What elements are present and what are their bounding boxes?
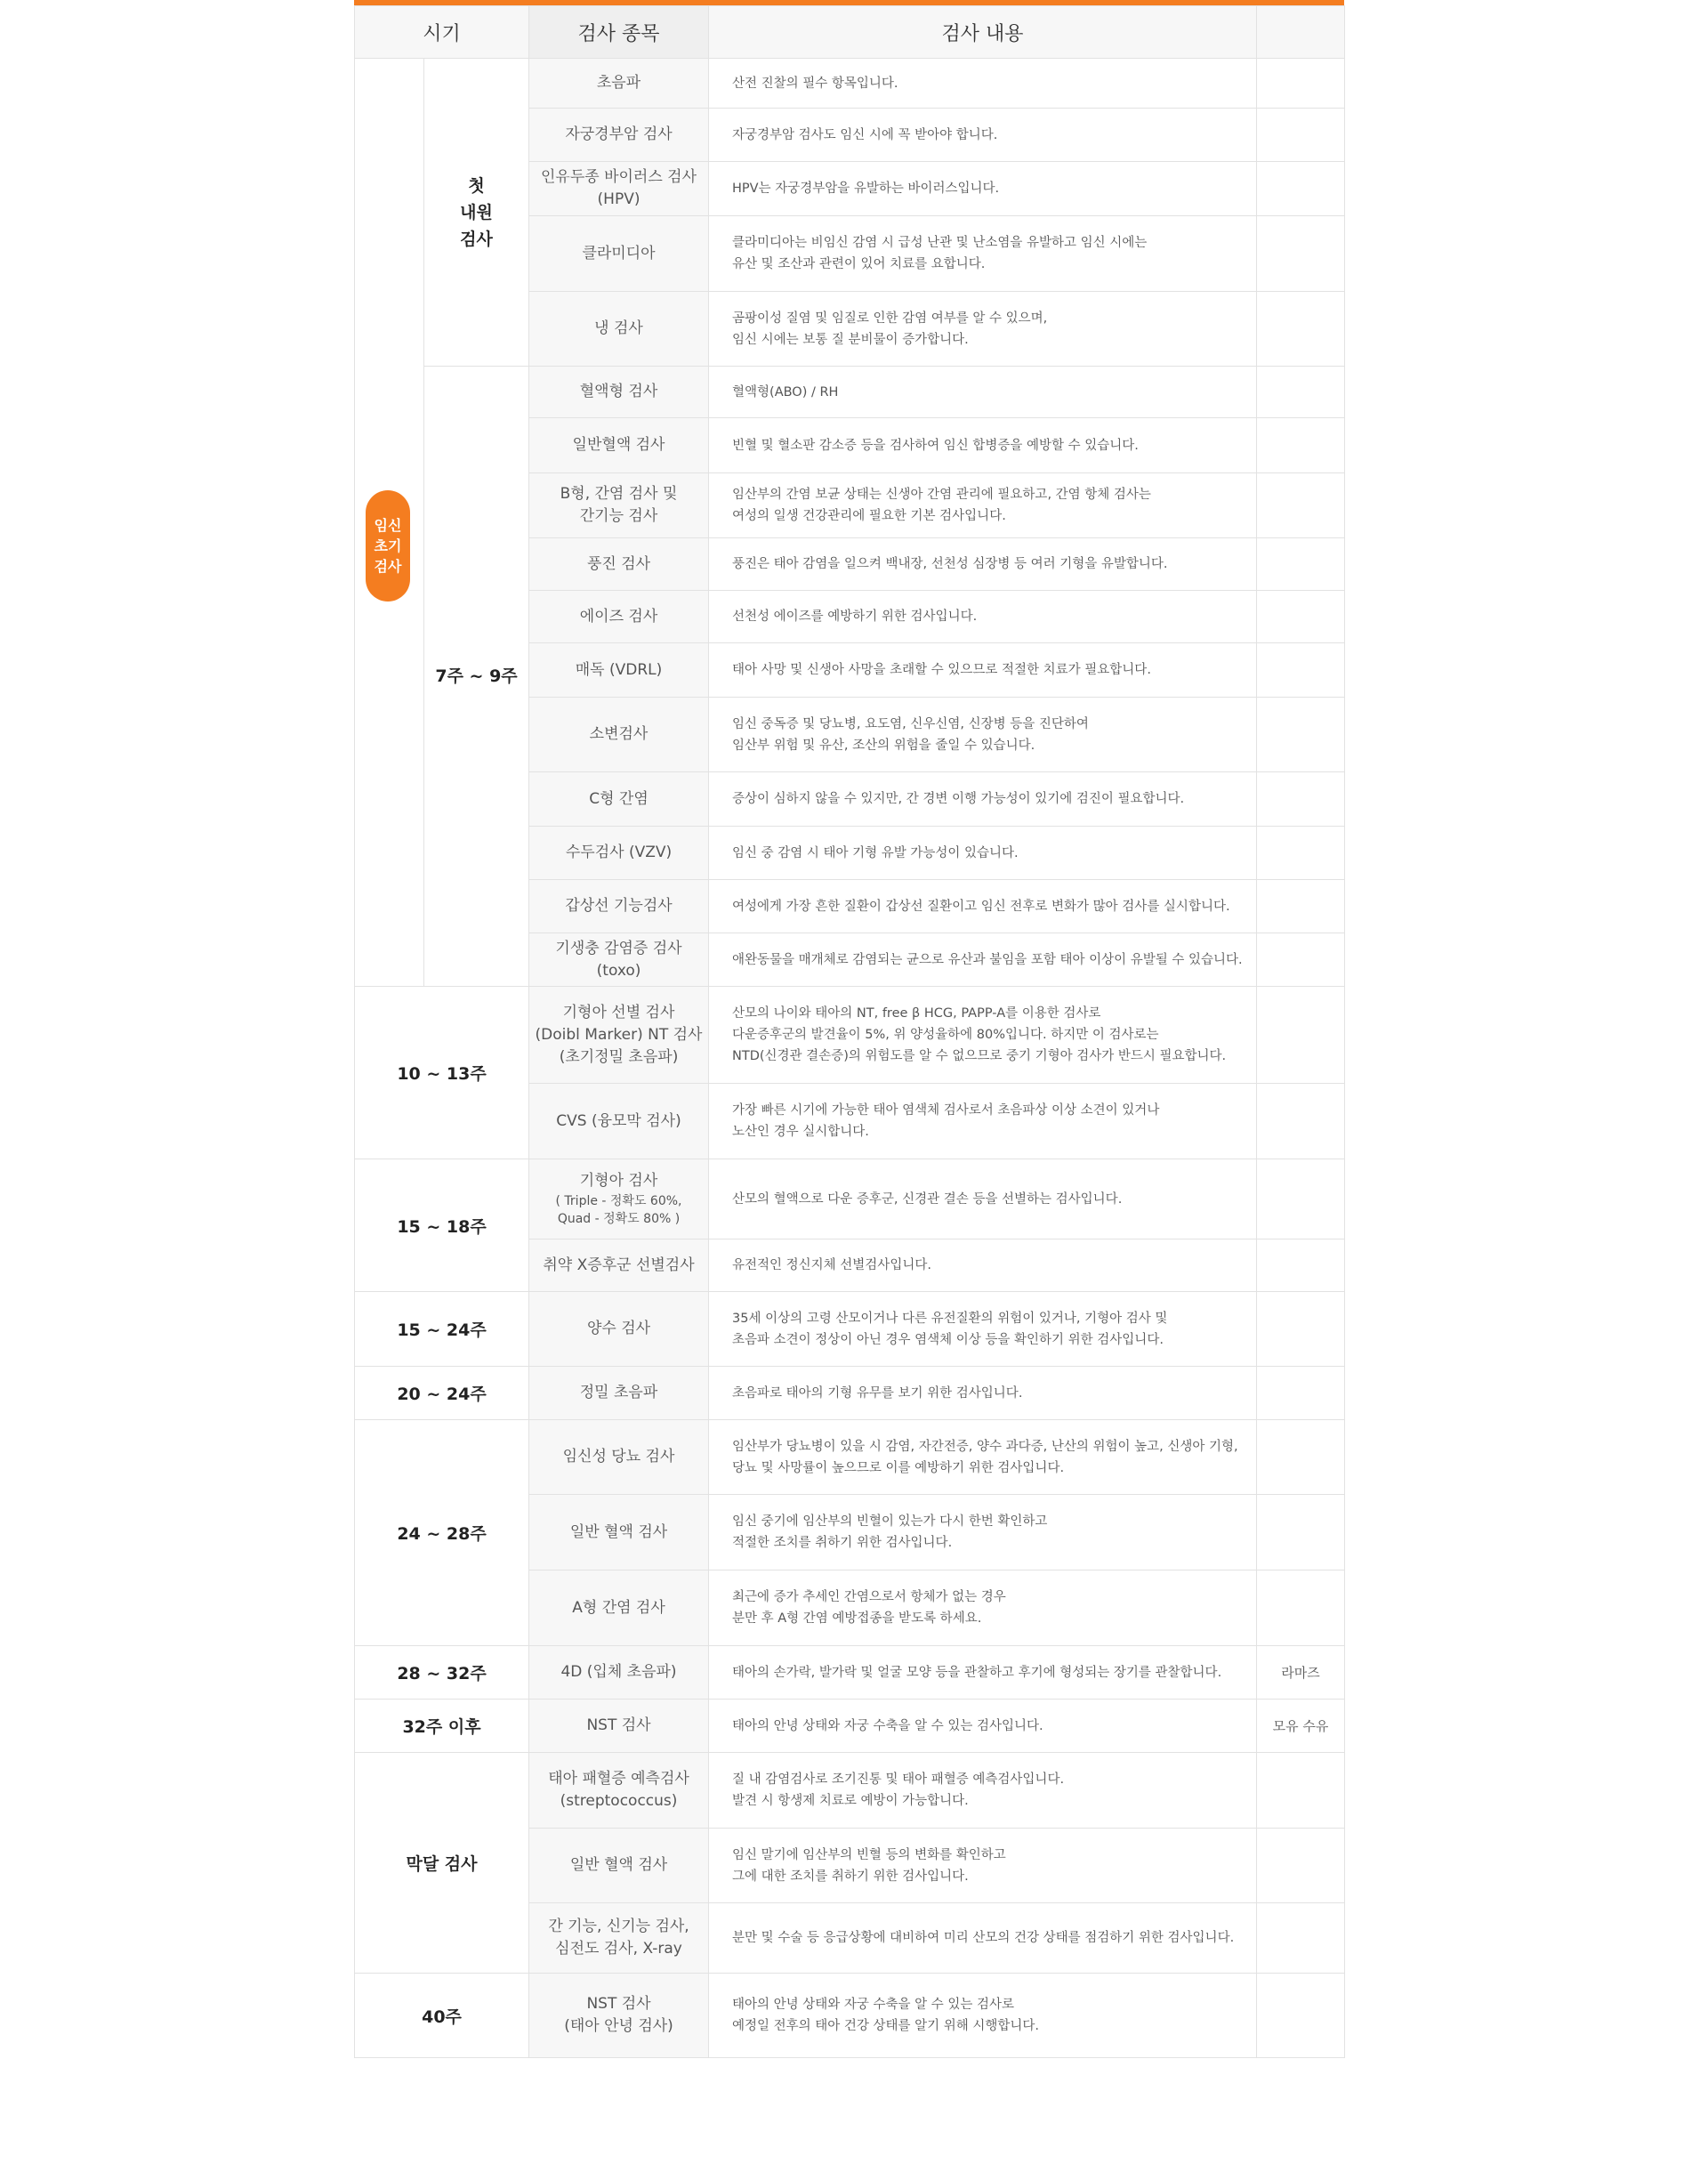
exam-note — [1257, 1974, 1345, 2058]
description-line: 유산 및 조산과 관련이 있어 치료를 요합니다. — [732, 257, 986, 271]
exam-description — [709, 473, 1257, 538]
description-line: 임산부의 간염 보균 상태는 신생아 간염 관리에 필요하고, 간염 항체 검사는 — [732, 488, 1151, 502]
exam-note — [1257, 1367, 1345, 1420]
exam-note — [1257, 216, 1345, 292]
description-line: 산모의 나이와 태아의 NT, free β HCG, PAPP-A를 이용한 검사로 — [732, 1006, 1101, 1021]
exam-item-line: (Doibl Marker) NT 검사 — [535, 1025, 703, 1044]
description-line: 임산부 위험 및 유산, 조산의 위험을 줄일 수 있습니다. — [732, 738, 1035, 753]
exam-description — [709, 1646, 1257, 1700]
table-row — [355, 1159, 1345, 1239]
exam-note — [1257, 827, 1345, 880]
exam-description — [709, 538, 1257, 591]
exam-item-line: 수두검사 (VZV) — [565, 844, 673, 861]
description-line: 혈액형(ABO) / RH — [732, 384, 839, 400]
exam-item — [529, 1903, 709, 1974]
exam-item-line: CVS (융모막 검사) — [556, 1111, 681, 1130]
exam-note — [1257, 59, 1345, 109]
exam-item-line: (초기정밀 초음파) — [559, 1047, 679, 1066]
exam-note: 모유 수유 — [1257, 1700, 1345, 1753]
exam-item — [529, 59, 709, 109]
exam-note — [1257, 698, 1345, 772]
description-line: 그에 대한 조치를 취하기 위한 검사입니다. — [732, 1869, 969, 1884]
period-label: 20 ~ 24주 — [355, 1367, 529, 1420]
exam-note — [1257, 473, 1345, 538]
exam-note — [1257, 1292, 1345, 1367]
exam-description — [709, 1495, 1257, 1570]
table-row — [355, 1292, 1345, 1367]
exam-description — [709, 987, 1257, 1084]
exam-item — [529, 367, 709, 418]
exam-description — [709, 162, 1257, 216]
table-row — [355, 1646, 1345, 1700]
exam-item — [529, 933, 709, 987]
exam-description — [709, 1420, 1257, 1495]
description-line: 여성의 일생 건강관리에 필요한 기본 검사입니다. — [732, 509, 1006, 523]
description-line: 증상이 심하지 않을 수 있지만, 간 경변 이행 가능성이 있기에 검진이 필요합니다. — [732, 792, 1185, 806]
exam-item-line: 에이즈 검사 — [579, 607, 658, 626]
description-line: 임산부가 당뇨병이 있을 시 감염, 자간전증, 양수 과다증, 난산의 위험이 높고, 신생아 기형, — [732, 1439, 1238, 1454]
exam-description — [709, 367, 1257, 418]
description-line: 적절한 조치를 취하기 위한 검사입니다. — [732, 1536, 953, 1550]
exam-item — [529, 1495, 709, 1570]
weeks-7-9-label: 7주 ~ 9주 — [424, 367, 529, 987]
exam-item — [529, 987, 709, 1084]
exam-item — [529, 1420, 709, 1495]
period-label: 15 ~ 24주 — [355, 1292, 529, 1367]
exam-item — [529, 698, 709, 772]
table-row — [355, 59, 1345, 109]
exam-description — [709, 1239, 1257, 1292]
exam-item — [529, 772, 709, 827]
exam-description — [709, 591, 1257, 643]
description-line: 태아 사망 및 신생아 사망을 초래할 수 있으므로 적절한 치료가 필요합니다. — [732, 663, 1151, 677]
exam-note — [1257, 1159, 1345, 1239]
period-label: 15 ~ 18주 — [355, 1159, 529, 1292]
exam-item — [529, 1570, 709, 1646]
exam-item-line: 기생충 감염증 검사 — [555, 939, 682, 957]
description-line: 클라미디아는 비임신 감염 시 급성 난관 및 난소염을 유발하고 임신 시에는 — [732, 236, 1148, 250]
exam-description — [709, 216, 1257, 292]
table-row — [355, 367, 1345, 418]
exam-description — [709, 1974, 1257, 2058]
description-line: 초음파 소견이 정상이 아닌 경우 염색체 이상 등을 확인하기 위한 검사입니다. — [732, 1332, 1164, 1347]
exam-note — [1257, 418, 1345, 473]
badge-line: 검사 — [374, 558, 402, 575]
exam-description — [709, 59, 1257, 109]
table-row — [355, 1753, 1345, 1829]
exam-description — [709, 1159, 1257, 1239]
description-line: 산전 진찰의 필수 항목입니다. — [732, 76, 898, 91]
exam-item-line: 4D (입체 초음파) — [560, 1663, 677, 1681]
exam-description — [709, 643, 1257, 698]
exam-item-line: A형 간염 검사 — [572, 1598, 665, 1617]
description-line: 다운증후군의 발견율이 5%, 위 양성율하에 80%입니다. 하지만 이 검사로는 — [732, 1028, 1159, 1042]
exam-note — [1257, 880, 1345, 933]
exam-item-line: 인유두종 바이러스 검사 — [541, 168, 697, 186]
exam-note — [1257, 1753, 1345, 1829]
period-label: 24 ~ 28주 — [355, 1420, 529, 1646]
description-line: 가장 빠른 시기에 가능한 태아 염색체 검사로서 초음파상 이상 소견이 있거나 — [732, 1103, 1160, 1118]
exam-item — [529, 1700, 709, 1753]
exam-description — [709, 880, 1257, 933]
exam-note — [1257, 1084, 1345, 1159]
table-row — [355, 1700, 1345, 1753]
exam-item-line: (toxo) — [596, 961, 641, 980]
table-row — [355, 987, 1345, 1084]
first-visit-line: 첫 — [468, 175, 485, 196]
exam-item-line: 임신성 당뇨 검사 — [562, 1448, 675, 1465]
exam-item-line: 정밀 초음파 — [579, 1384, 658, 1401]
description-line: 여성에게 가장 흔한 질환이 갑상선 질환이고 임신 전후로 변화가 많아 검사를 실시합니다. — [732, 899, 1230, 914]
period-label: 40주 — [355, 1974, 529, 2058]
exam-item-line: 혈액형 검사 — [579, 383, 658, 400]
table-header — [355, 6, 1345, 59]
exam-description — [709, 292, 1257, 367]
exam-item — [529, 162, 709, 216]
exam-item — [529, 473, 709, 538]
exam-item — [529, 643, 709, 698]
exam-item-line: 간 기능, 신기능 검사, — [548, 1918, 689, 1935]
exam-description — [709, 109, 1257, 162]
exam-note — [1257, 109, 1345, 162]
description-line: 빈혈 및 혈소판 감소증 등을 검사하여 임신 합병증을 예방할 수 있습니다. — [732, 438, 1139, 453]
exam-item — [529, 1829, 709, 1903]
badge-line: 임신 — [374, 517, 402, 534]
exam-item — [529, 591, 709, 643]
exam-description — [709, 1903, 1257, 1974]
exam-description — [709, 772, 1257, 827]
exam-item-line: 냉 검사 — [594, 319, 643, 337]
first-visit-label — [424, 59, 529, 367]
header-item: 검사 종목 — [529, 6, 709, 59]
description-line: 태아의 안녕 상태와 자궁 수축을 알 수 있는 검사입니다. — [732, 1718, 1043, 1733]
description-line: 임신 시에는 보통 질 분비물이 증가합니다. — [732, 332, 969, 347]
description-line: 질 내 감염검사로 조기진통 및 태아 패혈증 예측검사입니다. — [732, 1772, 1065, 1787]
first-visit-line: 검사 — [460, 229, 493, 249]
exam-item — [529, 1367, 709, 1420]
description-line: 분만 후 A형 간염 예방접종을 받도록 하세요. — [732, 1611, 982, 1626]
exam-description — [709, 698, 1257, 772]
exam-note — [1257, 591, 1345, 643]
exam-item-line: NST 검사 — [586, 1716, 651, 1734]
exam-item-line: 일반 혈액 검사 — [569, 1856, 668, 1874]
exam-note — [1257, 1495, 1345, 1570]
period-label: 막달 검사 — [355, 1753, 529, 1974]
exam-item-line: 태아 패혈증 예측검사 — [548, 1770, 689, 1788]
exam-item-line: 클라미디아 — [582, 244, 656, 262]
header-period: 시기 — [355, 6, 529, 59]
exam-item-line: 자궁경부암 검사 — [565, 125, 673, 143]
exam-item — [529, 1974, 709, 2058]
exam-item — [529, 1292, 709, 1367]
exam-description — [709, 933, 1257, 987]
exam-item — [529, 880, 709, 933]
description-line: 애완동물을 매개체로 감염되는 균으로 유산과 불임을 포함 태아 이상이 유발될 수 있습니다. — [732, 952, 1243, 967]
exam-item-line: NST 검사 — [586, 1995, 651, 2013]
description-line: 임신 중 감염 시 태아 기형 유발 가능성이 있습니다. — [732, 845, 1019, 860]
early-exam-badge — [366, 490, 410, 602]
exam-item-detail: ( Triple - 정확도 60%, — [555, 1194, 682, 1208]
description-line: 선천성 에이즈를 예방하기 위한 검사입니다. — [732, 610, 978, 624]
exam-item-line: 심전도 검사, X-ray — [555, 1940, 682, 1958]
description-line: 태아의 손가락, 발가락 및 얼굴 모양 등을 관찰하고 후기에 형성되는 장기를 관찰합니다. — [732, 1665, 1222, 1680]
exam-item-line: (streptococcus) — [560, 1792, 678, 1810]
exam-note — [1257, 987, 1345, 1084]
description-line: 임신 말기에 임산부의 빈혈 등의 변화를 확인하고 — [732, 1847, 1006, 1862]
early-exam-group — [355, 59, 424, 987]
exam-note — [1257, 538, 1345, 591]
period-label: 32주 이후 — [355, 1700, 529, 1753]
exam-note — [1257, 1829, 1345, 1903]
exam-description — [709, 1700, 1257, 1753]
exam-item-line: (태아 안녕 검사) — [564, 2017, 673, 2035]
description-line: 태아의 안녕 상태와 자궁 수축을 알 수 있는 검사로 — [732, 1998, 1015, 2012]
exam-item — [529, 1159, 709, 1239]
description-line: 최근에 증가 추세인 간염으로서 항체가 없는 경우 — [732, 1590, 1006, 1604]
description-line: 당뇨 및 사망률이 높으므로 이를 예방하기 위한 검사입니다. — [732, 1460, 1065, 1475]
description-line: 분만 및 수술 등 응급상황에 대비하여 미리 산모의 건강 상태를 점검하기 위한 검사입니다. — [732, 1931, 1235, 1945]
exam-item — [529, 418, 709, 473]
description-line: 임신 중독증 및 당뇨병, 요도염, 신우신염, 신장병 등을 진단하여 — [732, 716, 1089, 731]
exam-note — [1257, 162, 1345, 216]
table-row — [355, 1420, 1345, 1495]
exam-description — [709, 1753, 1257, 1829]
exam-note — [1257, 643, 1345, 698]
exam-item-line: 일반혈액 검사 — [572, 436, 665, 454]
exam-item-line: 양수 검사 — [586, 1320, 651, 1337]
exam-note — [1257, 1239, 1345, 1292]
description-line: 발견 시 항생제 치료로 예방이 가능합니다. — [732, 1794, 969, 1808]
description-line: HPV는 자궁경부암을 유발하는 바이러스입니다. — [732, 182, 1000, 196]
exam-description — [709, 1367, 1257, 1420]
exam-item — [529, 1753, 709, 1829]
description-line: 산모의 혈액으로 다운 증후군, 신경관 결손 등을 선별하는 검사입니다. — [732, 1191, 1123, 1207]
exam-item-line: 간기능 검사 — [579, 507, 658, 525]
description-line: 자궁경부암 검사도 임신 시에 꼭 받아야 합니다. — [732, 127, 998, 142]
exam-schedule — [354, 0, 1344, 2058]
exam-note — [1257, 367, 1345, 418]
exam-item-line: 기형아 선별 검사 — [562, 1003, 675, 1021]
exam-note — [1257, 933, 1345, 987]
exam-item — [529, 292, 709, 367]
exam-item-line: 일반 혈액 검사 — [569, 1522, 668, 1541]
exam-item — [529, 1084, 709, 1159]
description-line: NTD(신경관 결손증)의 위험도를 알 수 없으므로 중기 기형아 검사가 반드시 필요합니다. — [732, 1049, 1227, 1063]
exam-item — [529, 1646, 709, 1700]
description-line: 초음파로 태아의 기형 유무를 보기 위한 검사입니다. — [732, 1385, 1023, 1401]
exam-note — [1257, 292, 1345, 367]
badge-line: 초기 — [374, 537, 402, 554]
exam-item — [529, 827, 709, 880]
table-row — [355, 1974, 1345, 2058]
exam-item-line: (HPV) — [597, 190, 640, 208]
exam-description — [709, 1829, 1257, 1903]
exam-item-line: 초음파 — [596, 74, 641, 92]
exam-description — [709, 827, 1257, 880]
exam-item-line: C형 간염 — [589, 789, 649, 808]
exam-item — [529, 216, 709, 292]
description-line: 노산인 경우 실시합니다. — [732, 1125, 869, 1139]
description-line: 임신 중기에 임산부의 빈혈이 있는가 다시 한번 확인하고 — [732, 1514, 1048, 1529]
period-label: 10 ~ 13주 — [355, 987, 529, 1159]
exam-description — [709, 1570, 1257, 1646]
early-exam-badge-text — [375, 515, 402, 577]
table-row — [355, 1367, 1345, 1420]
exam-item-line: 풍진 검사 — [586, 554, 651, 573]
exam-note: 라마즈 — [1257, 1646, 1345, 1700]
description-line: 유전적인 정신지체 선별검사입니다. — [732, 1258, 931, 1272]
description-line: 풍진은 태아 감염을 일으켜 백내장, 선천성 심장병 등 여러 기형을 유발합니다. — [732, 557, 1168, 571]
exam-note — [1257, 1570, 1345, 1646]
exam-item — [529, 538, 709, 591]
exam-description — [709, 1292, 1257, 1367]
description-line: 곰팡이성 질염 및 임질로 인한 감염 여부를 알 수 있으며, — [732, 311, 1048, 326]
exam-item — [529, 1239, 709, 1292]
exam-table — [354, 5, 1345, 2058]
header-note — [1257, 6, 1345, 59]
first-visit-line: 내원 — [460, 202, 493, 222]
exam-note — [1257, 772, 1345, 827]
exam-note — [1257, 1903, 1345, 1974]
description-line: 예정일 전후의 태아 건강 상태를 알기 위해 시행합니다. — [732, 2019, 1040, 2033]
exam-item-line: B형, 간염 검사 및 — [560, 485, 678, 503]
exam-item-line: 기형아 검사 — [579, 1172, 658, 1190]
exam-item-line: 갑상선 기능검사 — [565, 897, 673, 915]
exam-note — [1257, 1420, 1345, 1495]
period-label: 28 ~ 32주 — [355, 1646, 529, 1700]
exam-item-line: 소변검사 — [589, 725, 649, 743]
exam-item-line: 취약 X증후군 선별검사 — [543, 1256, 695, 1274]
exam-item-line: 매독 (VDRL) — [575, 660, 663, 679]
header-desc: 검사 내용 — [709, 6, 1257, 59]
description-line: 35세 이상의 고령 산모이거나 다른 유전질환의 위험이 있거나, 기형아 검사 및 — [732, 1311, 1168, 1326]
exam-description — [709, 418, 1257, 473]
exam-item — [529, 109, 709, 162]
exam-item-detail: Quad - 정확도 80% ) — [557, 1212, 681, 1226]
exam-description — [709, 1084, 1257, 1159]
